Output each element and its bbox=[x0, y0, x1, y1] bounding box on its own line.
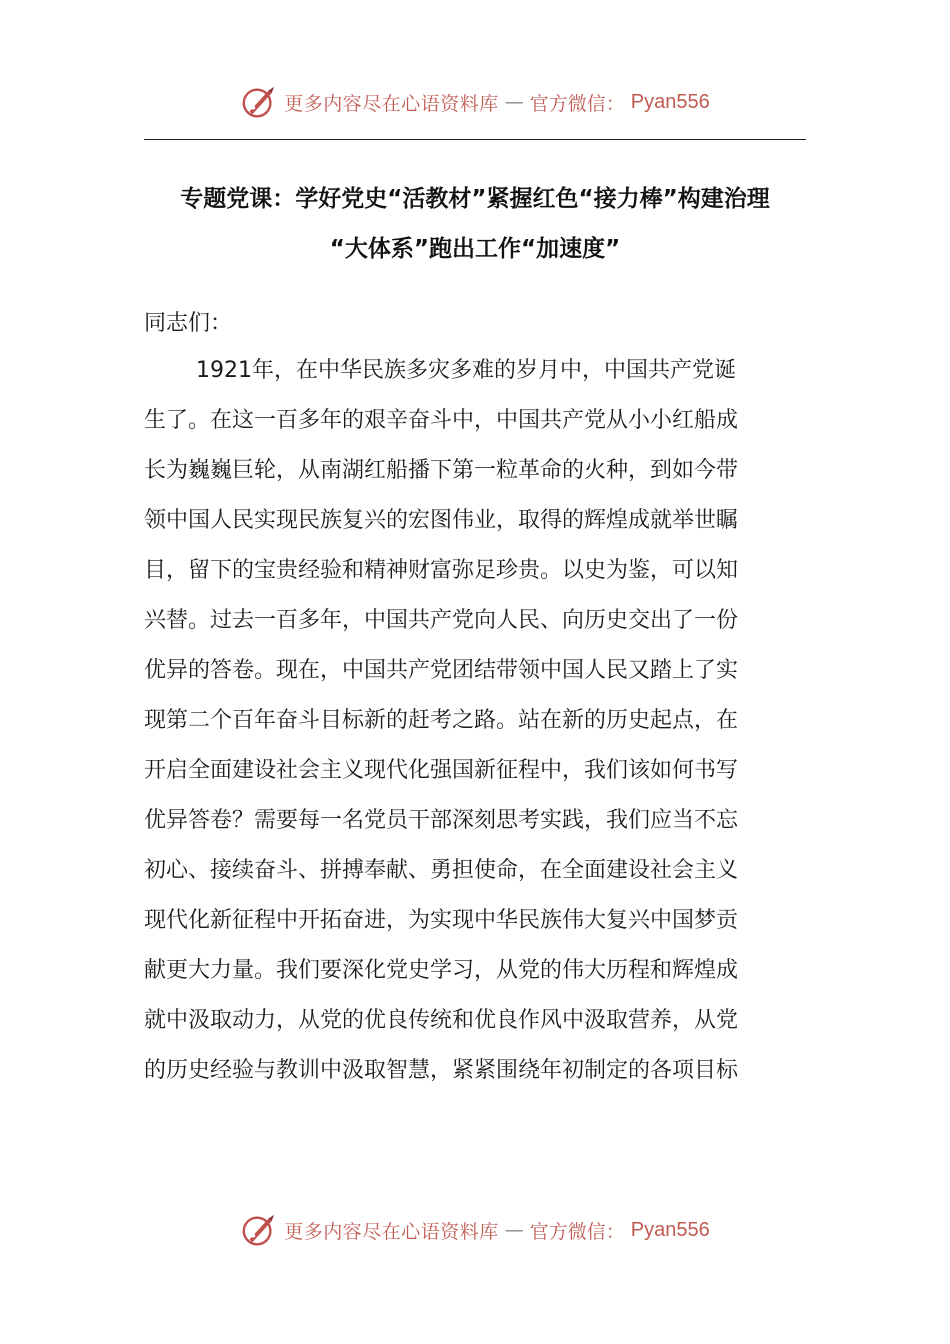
paragraph-line: 的历史经验与教训中汲取智慧，紧紧围绕年初制定的各项目标 bbox=[144, 1058, 739, 1083]
paragraph-line: 生了。在这一百多年的艰辛奋斗中，中国共产党从小小红船成 bbox=[144, 408, 739, 433]
paragraph-line: 领中国人民实现民族复兴的宏图伟业，取得的辉煌成就举世瞩 bbox=[144, 508, 739, 533]
banner-dash: — bbox=[504, 91, 524, 113]
header-watermark-banner bbox=[0, 80, 950, 124]
paragraph-line: 开启全面建设社会主义现代化强国新征程中，我们该如何书写 bbox=[144, 758, 739, 783]
banner-wechat-id: Pyan556 bbox=[630, 90, 710, 113]
paragraph-line: 现第二个百年奋斗目标新的赶考之路。站在新的历史起点，在 bbox=[144, 708, 739, 733]
quill-logo-icon bbox=[240, 83, 278, 121]
paragraph-line: 献更大力量。我们要深化党史学习，从党的伟大历程和辉煌成 bbox=[144, 958, 739, 983]
greeting: 同志们： bbox=[144, 311, 233, 336]
banner-wechat-label: 官方微信： bbox=[529, 92, 625, 115]
footer-watermark-banner bbox=[0, 1208, 950, 1252]
paragraph-line: 现代化新征程中开拓奋进，为实现中华民族伟大复兴中国梦贡 bbox=[144, 908, 739, 933]
paragraph-line: 1921年，在中华民族多灾多难的岁月中，中国共产党诞 bbox=[196, 358, 736, 383]
paragraph-line: 就中汲取动力，从党的优良传统和优良作风中汲取营养，从党 bbox=[144, 1008, 739, 1033]
document-title-line-2: “大体系”跑出工作“加速度” bbox=[329, 236, 621, 262]
document-title-line-1: 专题党课：学好党史“活教材”紧握红色“接力棒”构建治理 bbox=[180, 186, 770, 212]
banner-wechat-id: Pyan556 bbox=[630, 1218, 710, 1241]
paragraph-line: 长为巍巍巨轮，从南湖红船播下第一粒革命的火种，到如今带 bbox=[144, 458, 739, 483]
banner-dash: — bbox=[504, 1219, 524, 1241]
paragraph-line: 初心、接续奋斗、拼搏奉献、勇担使命，在全面建设社会主义 bbox=[144, 858, 739, 883]
banner-slogan: 更多内容尽在心语资料库 bbox=[284, 92, 499, 115]
quill-logo-icon bbox=[240, 1211, 278, 1249]
paragraph-line: 兴替。过去一百多年，中国共产党向人民、向历史交出了一份 bbox=[144, 608, 739, 633]
header-divider bbox=[144, 139, 806, 140]
paragraph-line: 优异答卷？需要每一名党员干部深刻思考实践，我们应当不忘 bbox=[144, 808, 739, 833]
paragraph-line: 优异的答卷。现在，中国共产党团结带领中国人民又踏上了实 bbox=[144, 658, 739, 683]
paragraph-line: 目，留下的宝贵经验和精神财富弥足珍贵。以史为鉴，可以知 bbox=[144, 558, 739, 583]
banner-slogan: 更多内容尽在心语资料库 bbox=[284, 1220, 499, 1243]
banner-wechat-label: 官方微信： bbox=[529, 1220, 625, 1243]
